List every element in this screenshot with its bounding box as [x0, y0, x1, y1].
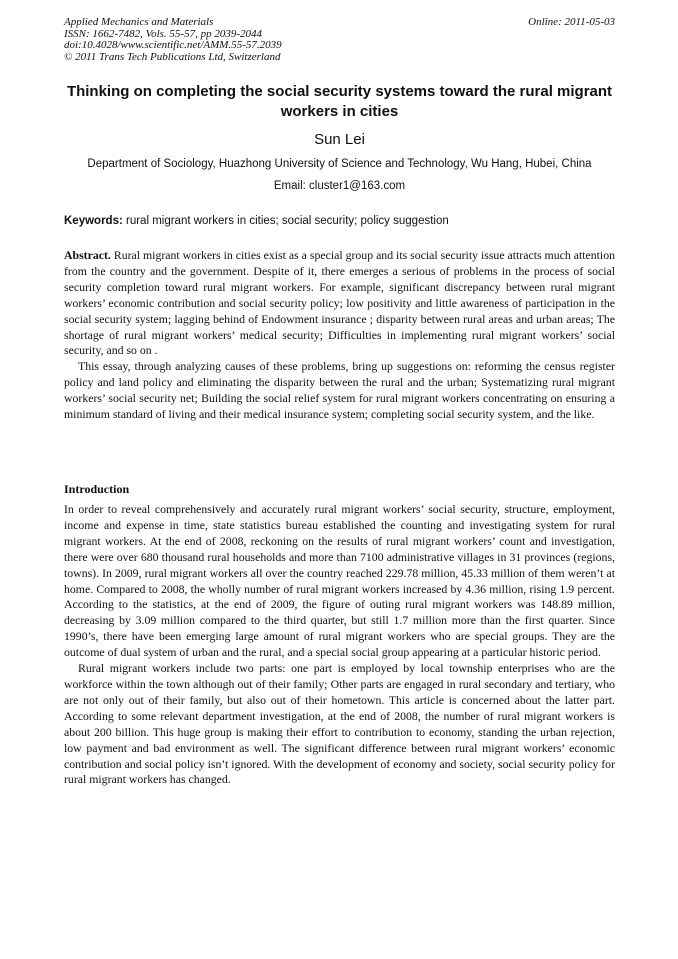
- copyright-line: © 2011 Trans Tech Publications Ltd, Switzerland: [64, 50, 281, 63]
- keywords-list: rural migrant workers in cities; social security; policy suggestion: [122, 215, 449, 227]
- abstract-paragraph-1: [64, 248, 615, 359]
- author-email: Email: cluster1@163.com: [273, 180, 406, 192]
- doi-line: doi:10.4028/www.scientific.net/AMM.55-57.2039: [64, 39, 282, 51]
- abstract-label: Abstract.: [64, 248, 111, 262]
- issn-line: ISSN: 1662-7482, Vols. 55-57, pp 2039-2044: [64, 27, 262, 40]
- journal-name: Applied Mechanics and Materials: [64, 16, 214, 28]
- abstract-paragraph-2: This essay, through analyzing causes of these problems, bring up suggestions on: reforming the census register policy and land policy and eliminating the disparity between the rural and the urban; Systematizing rural migrant workers’ social security net; Building the social relief system for rural migrant workers concentrating on ensuring a minimum standard of living and their medical insurance system; completing social security system, and the like.: [64, 359, 615, 422]
- paper-title: Thinking on completing the social security systems toward the rural migrant workers in cities: [66, 83, 613, 120]
- affiliation: Department of Sociology, Huazhong University of Science and Technology, Wu Hang, Hubei, China: [87, 158, 592, 170]
- keywords-label: Keywords:: [64, 215, 123, 227]
- introduction-paragraph-1: In order to reveal comprehensively and accurately rural migrant workers’ social security, structure, employment, income and expense in time, state statistics bureau established the counting and investigating system for rural migrant workers. At the end of 2008, reckoning on the results of rural migrant workers’ count and investigation, there were over 680 thousand rural households and more than 7100 administrative villages in 31 provinces (regions, towns). In 2009, rural migrant workers all over the country reached 229.78 million, 45.33 million of them weren’t at home. Compared to 2008, the wholly number of rural migrant workers increased by 4.36 million, rising 1.9 percent. According to the statistics, at the end of 2009, the figure of outing rural migrant workers was 148.89 million, decreasing by 3.09 million compared to the third quarter, but still 1.7 million more than the first quarter. Since 1990’s, there have been emerging large amount of rural migrant workers who are special groups. They are the outcome of dual system of urban and the rural, and a special social group appearing at a particular historic period.: [64, 502, 615, 660]
- abstract-section: [64, 248, 615, 423]
- introduction-heading: Introduction: [64, 482, 130, 496]
- journal-header: [64, 17, 615, 63]
- online-date: Online: 2011-05-03: [528, 16, 615, 28]
- abstract-text-1: Rural migrant workers in cities exist as a special group and its social security issue attracts much attention from the country and the government. Despite of it, there emerges a serious of problems in the process of social security completion toward rural migrant workers. For example, significant discrepancy between rural migrant workers’ economic contribution and social security policy; low positivity and little awareness of participation in the social security system; lagging behind of Endowment insurance ; disparity between rural areas and urban areas; The shortage of rural migrant workers’ medical security; Difficulties in implementing rural migrant workers’ social security, and so on .: [64, 248, 615, 358]
- introduction-section: [64, 502, 615, 788]
- author-name: Sun Lei: [314, 131, 365, 148]
- introduction-paragraph-2: Rural migrant workers include two parts: one part is employed by local township enterprises who are the workforce within the town although out of their family; Other parts are engaged in rural secondary and tertiary, who are not only out of their family, but also out of their hometown. This article is concerned about the latter part. According to some relevant department investigation, at the end of 2008, the number of rural migrant workers is about 200 billion. This huge group is making their effort to contribution to economy, standing the urban rejection, low payment and bad environment as well. The significant difference between rural migrant workers’ economic contribution and social policy isn’t ignored. With the development of economy and society, social security policy for rural migrant workers has changed.: [64, 661, 615, 787]
- keywords: [64, 213, 615, 229]
